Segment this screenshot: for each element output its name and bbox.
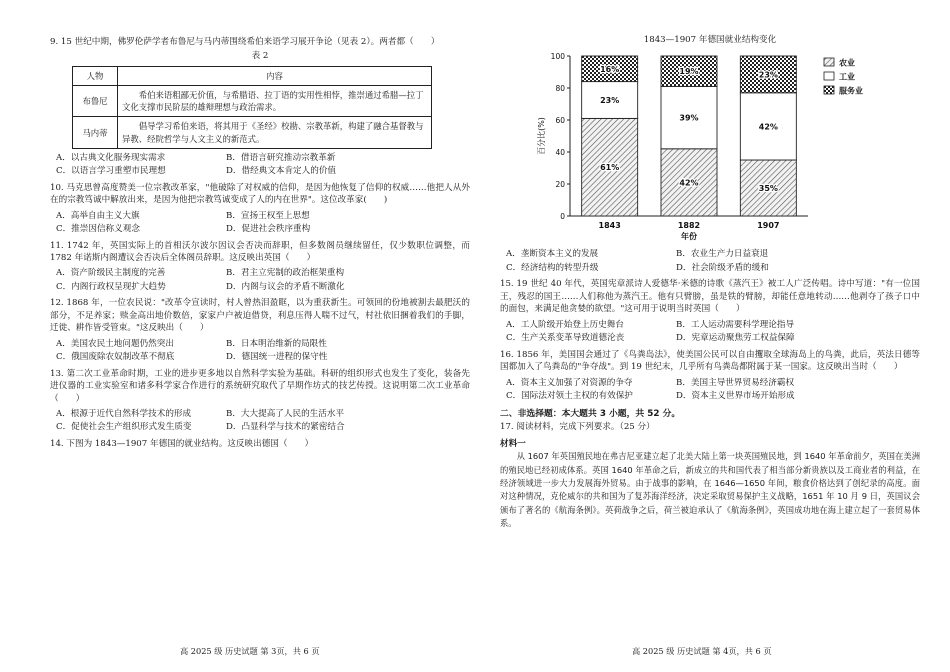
data-label: 61% [600, 163, 620, 173]
legend-label: 工业 [839, 72, 855, 82]
table-2 [72, 66, 432, 149]
legend-label: 服务业 [839, 86, 863, 96]
question-17-stem: 17. 阅读材料，完成下列要求。（25 分） [500, 422, 655, 433]
option-a[interactable]: A．以古典文化服务现实需求 [56, 152, 166, 163]
question-10 [50, 182, 470, 236]
data-label: 35% [758, 184, 778, 194]
data-label: 23% [758, 70, 778, 80]
table-header-content: 内容 [118, 66, 432, 85]
x-tick-label: 1843 [598, 221, 621, 231]
question-16-stem: 16. 1856 年，美国国会通过了《鸟粪岛法》，使美国公民可以自由攫取全球海岛上的鸟粪，此后，英法日德等国都加入了鸟粪岛的"争夺战"。到 19 世纪末，几乎所有鸟粪岛都附属于某一国家。这反映出当时（ ） [500, 349, 920, 373]
y-tick-label: 100 [550, 52, 565, 62]
option-d[interactable]: D．借经典文本肯定人的价值 [226, 166, 337, 177]
data-label: 16% [600, 65, 620, 75]
question-13-options [56, 408, 470, 434]
table-cell-name: 马内蒂 [73, 117, 118, 148]
option-d[interactable]: D．促进社会秩序重构 [226, 224, 311, 235]
option-b[interactable]: B．美国主导世界贸易经济霸权 [676, 377, 795, 388]
question-15 [500, 278, 920, 344]
question-12-stem: 12. 1868 年，一位农民说："改革令宣读时，村人曾热泪盈眶，以为重获新生。可领回的份地被割去最肥沃的部分，不足养家；赎金高出地价数倍，家家户户被迫借贷，利息压得人喘不过气，村社依旧捆着我们的手脚，迁徙、耕作皆受管束。"这反映出（ ） [50, 298, 470, 334]
section-heading: 二、非选择题：本大题共 3 小题，共 52 分。 [500, 409, 681, 420]
option-b[interactable]: B．宣扬王权至上思想 [226, 210, 310, 221]
right-page [500, 34, 920, 531]
question-14-options [506, 248, 920, 274]
option-a[interactable]: A．资产阶级民主制度的完善 [56, 268, 166, 279]
option-c[interactable]: C．推崇因信称义观念 [56, 224, 140, 235]
y-tick-label: 40 [555, 148, 565, 158]
option-c[interactable]: C．促使社会生产组织形式发生质变 [56, 422, 192, 433]
question-9 [50, 36, 470, 178]
table-header-person: 人物 [73, 66, 118, 85]
option-d[interactable]: D．社会阶级矛盾的缓和 [676, 262, 769, 273]
page-footer-right: 高 2025 级 历史试题 第 4页，共 6 页 [632, 646, 772, 656]
option-d[interactable]: D．德国统一进程的保守性 [226, 352, 328, 363]
stacked-bar-chart [500, 50, 920, 246]
option-a[interactable]: A．资本主义加强了对资源的争夺 [506, 377, 633, 388]
y-tick-label: 80 [555, 84, 565, 94]
x-tick-label: 1907 [757, 221, 780, 231]
x-axis-label: 年份 [681, 232, 697, 242]
option-d[interactable]: D．资本主义世界市场开始形成 [676, 390, 795, 401]
question-11-stem: 11. 1742 年，英国实际上的首相沃尔波尔因议会否决而辞职，但多数阁员继续留任，仅少数职位调整，而 1782 年诺斯内阁遭议会否决后全体阁员辞职。这反映出英国（ ） [50, 240, 470, 264]
option-b[interactable]: B．农业生产力日益衰退 [676, 249, 769, 260]
page-footer-left: 高 2025 级 历史试题 第 3页，共 6 页 [180, 646, 320, 656]
question-16-options [506, 377, 920, 403]
y-axis-label: 百分比(%) [537, 117, 546, 156]
table-cell-content: 倡导学习希伯来语，将其用于《圣经》校勘、宗教革新，构建了融合基督教与异教、经院哲学与人文主义的新范式。 [118, 117, 432, 148]
option-d[interactable]: D．宪章运动聚焦劳工权益保障 [676, 333, 795, 344]
question-15-stem: 15. 19 世纪 40 年代，英国宪章派诗人爱德华·米德的诗歌《蒸汽王》被工人广泛传唱。诗中写道："有一位国王，残忍的国王……人们称他为蒸汽王。他有只臂膀，虽是铁的臂膀，却能任意地转动……他剥夺了孩子口中的面包，来满足他贪婪的欲望。"这可用于说明当时英国（ ） [500, 279, 920, 315]
option-c[interactable]: C．以语言学习重塑市民理想 [56, 166, 166, 177]
legend-label: 农业 [839, 58, 855, 68]
question-9-stem: 9. 15 世纪中期，佛罗伦萨学者布鲁尼与马内蒂围绕希伯来语学习展开争论（见表 2）。两者都（ ） [50, 37, 440, 47]
x-tick-label: 1882 [677, 221, 701, 231]
y-tick-label: 0 [560, 212, 565, 222]
option-c[interactable]: C．内阁行政权呈现扩大趋势 [56, 281, 166, 292]
data-label: 42% [758, 122, 778, 132]
material-title: 材料一 [500, 438, 526, 449]
question-13-stem: 13. 第二次工业革命时期，工业的进步更多地以自然科学实验为基础。科研的组织形式也发生了变化，装备先进仪器的工业实验室和诸多科学家合作进行的系统研究取代了早期作坊式的技艺传授。这说明第二次工业革命（ ） [50, 368, 470, 404]
table-row [73, 117, 432, 148]
question-14-stem: 14. 下图为 1843—1907 年德国的就业结构。这反映出德国（ ） [50, 438, 314, 449]
table-cell-content: 希伯来语粗鄙无价值，与希腊语、拉丁语的实用性相悖，推崇通过希腊—拉丁文化支撑市民阶层的雄辩理想与政治需求。 [118, 86, 432, 117]
data-label: 23% [600, 96, 620, 106]
option-b[interactable]: B．君主立宪制的政治框架重构 [226, 268, 345, 279]
option-c[interactable]: C．经济结构的转型升级 [506, 262, 599, 273]
table-row [73, 86, 432, 117]
option-b[interactable]: B．日本明治维新的局限性 [226, 338, 327, 349]
question-16 [500, 349, 920, 403]
question-15-options [506, 319, 920, 345]
material-text: 从 1607 年英国殖民地在弗吉尼亚建立起了北美大陆上第一块英国殖民地，到 1640 年革命前夕，英国在美洲的殖民地已经初成体系。英国 1640 年革命之后，新成立的共和国代表了相当部分新贵族以及工商业者的利益，在经济领域进一步大力发展海外贸易。由于战事的影响，在 1646—1650 年间，粮食价格达到了创纪录的高度。面对这种情况，克伦威尔的共和国为了复苏海洋经济，决定采取贸易保护主义战略，1651 年 10 月 9 日，英国议会颁布了著名的《航海条例》。英荷战争之后，荷兰被迫承认了《航海条例》，英国成功地在海上建立起了一套贸易体系。 [500, 451, 920, 529]
question-13 [50, 368, 470, 434]
option-a[interactable]: A．垄断资本主义的发展 [506, 249, 599, 260]
question-10-stem: 10. 马克思曾高度赞美一位宗教改革家，"他破除了对权威的信仰，是因为他恢复了信仰的权威……他把人从外在的宗教笃诚中解放出来，是因为他把宗教笃诚变成了人的内在世界"。这位改革家( ) [50, 182, 470, 206]
employment-chart [500, 50, 920, 246]
question-14 [50, 438, 470, 450]
option-a[interactable]: A．根源于近代自然科学技术的形成 [56, 409, 192, 419]
option-d[interactable]: D．凸显科学与技术的紧密结合 [226, 422, 345, 433]
chart-title: 1843—1907 年德国就业结构变化 [643, 35, 777, 45]
question-10-options [56, 210, 470, 236]
option-a[interactable]: A．高举自由主义大旗 [56, 210, 140, 221]
option-c[interactable]: C．俄国废除农奴制改革不彻底 [56, 352, 175, 363]
question-9-options [56, 152, 470, 178]
question-11 [50, 240, 470, 294]
option-a[interactable]: A．工人阶级开始登上历史舞台 [506, 319, 624, 330]
table-caption: 表 2 [251, 51, 269, 62]
y-tick-label: 20 [555, 180, 565, 190]
data-label: 19% [679, 67, 699, 77]
option-a[interactable]: A．美国农民土地问题仍然突出 [56, 338, 174, 349]
question-11-options [56, 267, 470, 293]
table-cell-name: 布鲁尼 [73, 86, 118, 117]
option-d[interactable]: D．内阁与议会的矛盾不断激化 [226, 281, 345, 292]
legend-swatch [824, 72, 834, 80]
left-page [50, 36, 470, 452]
legend-swatch [824, 58, 834, 66]
option-b[interactable]: B．借语言研究推动宗教革新 [226, 152, 336, 163]
y-tick-label: 60 [555, 116, 565, 126]
question-12-options [56, 338, 470, 364]
option-b[interactable]: B．工人运动需要科学理论指导 [676, 319, 795, 330]
question-12 [50, 297, 470, 363]
data-label: 39% [679, 114, 699, 124]
option-b[interactable]: B．大大提高了人民的生活水平 [226, 409, 345, 419]
option-c[interactable]: C．生产关系变革导致道德沦丧 [506, 333, 625, 344]
option-c[interactable]: C．国际法对领土主权的有效保护 [506, 390, 633, 401]
data-label: 42% [679, 178, 699, 188]
legend-swatch [824, 86, 834, 94]
